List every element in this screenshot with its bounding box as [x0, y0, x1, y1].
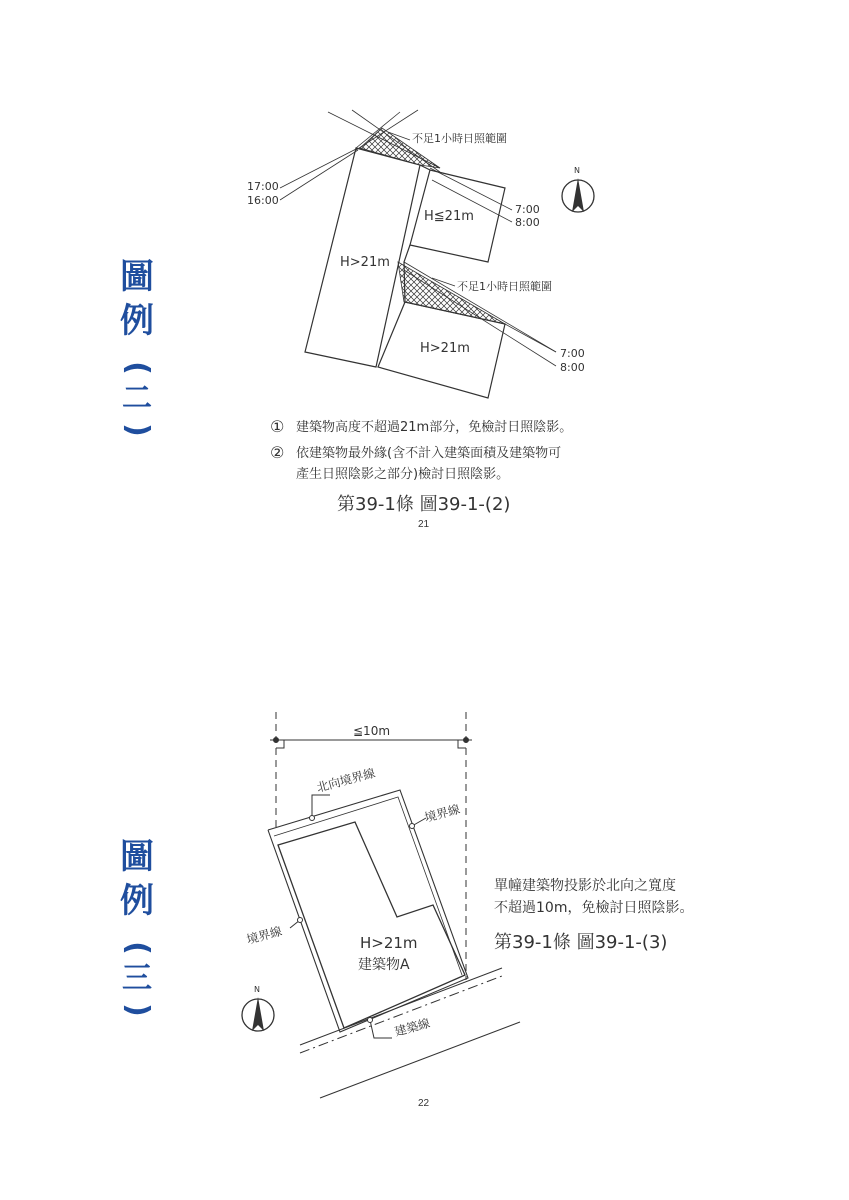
note-text: 建築物高度不超過21m部分，免檢討日照陰影。 — [296, 420, 573, 435]
section2-side-label — [112, 835, 162, 1025]
shadow-tag-top: 不足1小時日照範圍 — [412, 132, 507, 145]
figure-caption: 第39-1條 圖39-1-(3) — [494, 932, 668, 953]
side-label-number: 三 — [122, 961, 152, 996]
time-label: 7:00 — [515, 203, 540, 216]
building-label: H≦21m — [424, 209, 474, 224]
time-label: 16:00 — [247, 194, 279, 207]
building-label: H>21m — [420, 341, 470, 356]
side-label-char: 例 — [120, 881, 154, 921]
svg-text:N: N — [574, 166, 580, 175]
note-marker: ② — [270, 443, 285, 462]
shadow-area-mid — [398, 262, 505, 324]
time-label: 17:00 — [247, 180, 279, 193]
north-arrow-icon — [242, 985, 274, 1031]
side-label-paren-close: ) — [120, 423, 155, 437]
boundary-label-left: 境界線 — [245, 924, 284, 947]
building-height-label: H>21m — [360, 934, 418, 952]
side-label-char: 例 — [120, 301, 154, 341]
side-label-paren-open: ( — [120, 941, 155, 955]
north-arrow-icon — [562, 166, 594, 212]
side-label-paren-close: ) — [120, 1003, 155, 1017]
boundary-label-right: 境界線 — [423, 802, 462, 825]
figure-caption: 第39-1條 圖39-1-(2) — [337, 494, 511, 515]
shadow-tag-mid: 不足1小時日照範圍 — [457, 280, 552, 293]
building-name-label: 建築物A — [358, 957, 410, 973]
note-text: 依建築物最外緣(含不計入建築面積及建築物可 — [296, 446, 562, 461]
north-boundary-label: 北向境界線 — [315, 765, 377, 795]
building-label: H>21m — [340, 255, 390, 270]
side-label-number: 二 — [122, 381, 152, 416]
time-label: 7:00 — [560, 347, 585, 360]
side-label-char: 圖 — [120, 257, 154, 297]
building-a-outline — [278, 822, 465, 1028]
figure-39-1-2 — [0, 0, 849, 560]
time-label: 8:00 — [560, 361, 585, 374]
building-line-label: 建築線 — [393, 1016, 432, 1039]
page-number: 22 — [418, 1098, 430, 1109]
note-text: 產生日照陰影之部分)檢討日照陰影。 — [296, 467, 510, 482]
dimension-label: ≦10m — [353, 724, 391, 738]
page-number: 21 — [418, 519, 430, 530]
description-text: 單幢建築物投影於北向之寬度 — [494, 878, 676, 894]
svg-text:N: N — [254, 985, 260, 994]
note-marker: ① — [270, 417, 285, 436]
side-label-paren-open: ( — [120, 361, 155, 375]
time-label: 8:00 — [515, 216, 540, 229]
description-text: 不超過10m，免檢討日照陰影。 — [494, 900, 694, 916]
side-label-char: 圖 — [120, 837, 154, 877]
